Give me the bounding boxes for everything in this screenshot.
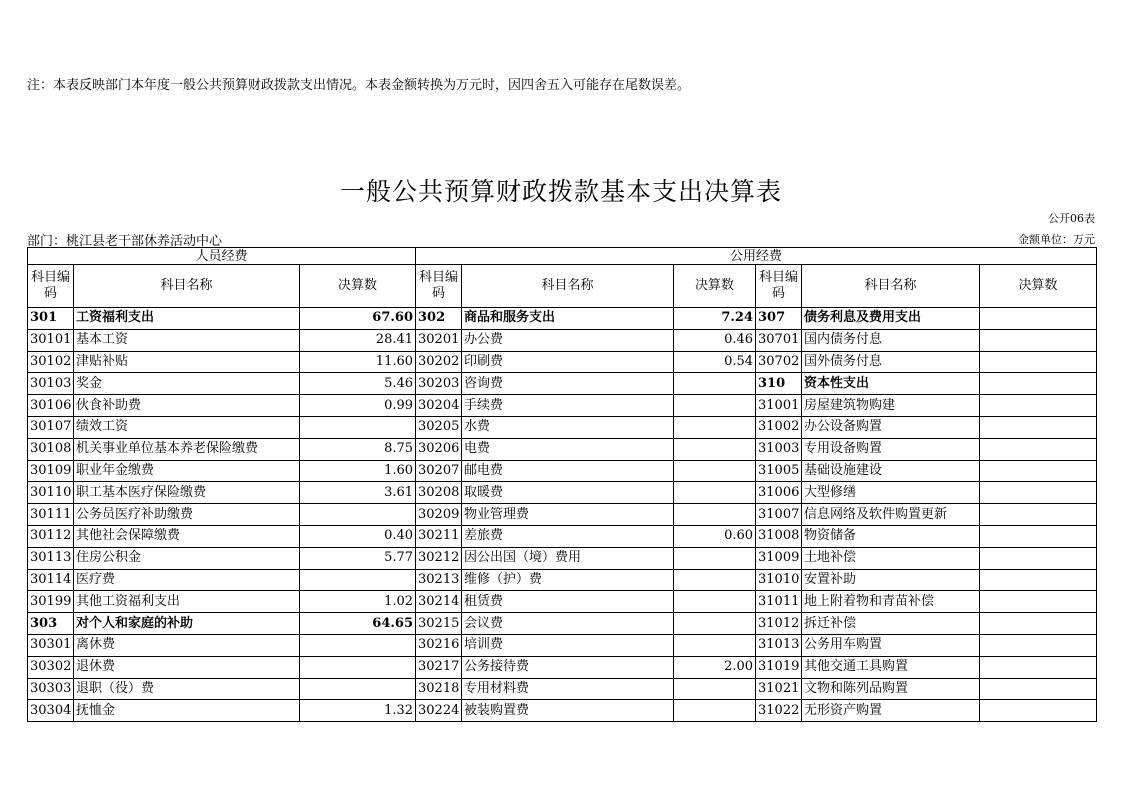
- amount-value: [674, 438, 756, 460]
- account-code: 31006: [756, 482, 802, 504]
- account-code: 30207: [416, 460, 462, 482]
- account-code: 30112: [28, 525, 74, 547]
- amount-value: [674, 460, 756, 482]
- table-row: [28, 634, 1097, 656]
- account-code: 30208: [416, 482, 462, 504]
- amount-value: 5.77: [300, 547, 416, 569]
- account-name: 水费: [462, 416, 674, 438]
- account-code: 30101: [28, 329, 74, 351]
- amount-value: [980, 525, 1097, 547]
- amount-value: 1.60: [300, 460, 416, 482]
- account-name: 其他社会保障缴费: [74, 525, 300, 547]
- account-name: 咨询费: [462, 373, 674, 395]
- account-name: 公务接待费: [462, 656, 674, 678]
- account-code: 30217: [416, 656, 462, 678]
- amount-value: [980, 700, 1097, 722]
- account-name: 手续费: [462, 395, 674, 417]
- amount-value: 0.46: [674, 329, 756, 351]
- account-name: 电费: [462, 438, 674, 460]
- department-label: 部门：桃江县老干部休养活动中心: [27, 234, 223, 249]
- account-code: 30212: [416, 547, 462, 569]
- table-row: [28, 373, 1097, 395]
- amount-value: 1.32: [300, 700, 416, 722]
- amount-value: [980, 416, 1097, 438]
- account-name: 专用设备购置: [802, 438, 980, 460]
- amount-value: 0.54: [674, 351, 756, 373]
- amount-value: 5.46: [300, 373, 416, 395]
- account-code: 310: [756, 373, 802, 395]
- account-code: 30301: [28, 634, 74, 656]
- amount-value: [674, 700, 756, 722]
- account-code: 30213: [416, 569, 462, 591]
- account-code: 30102: [28, 351, 74, 373]
- account-name: 大型修缮: [802, 482, 980, 504]
- table-row: [28, 504, 1097, 526]
- amount-value: 0.99: [300, 395, 416, 417]
- account-name: 其他工资福利支出: [74, 591, 300, 613]
- table-row: [28, 351, 1097, 373]
- account-code: 31003: [756, 438, 802, 460]
- table-note: 注：本表反映部门本年度一般公共预算财政拨款支出情况。本表金额转换为万元时，因四舍五入可能存在尾数误差。: [27, 78, 691, 93]
- account-code: 31005: [756, 460, 802, 482]
- amount-value: [980, 569, 1097, 591]
- amount-value: [674, 373, 756, 395]
- account-code: 30202: [416, 351, 462, 373]
- account-name: 安置补助: [802, 569, 980, 591]
- amount-value: [980, 308, 1097, 330]
- account-code: 303: [28, 613, 74, 635]
- unit-label: 金额单位：万元: [1018, 233, 1095, 246]
- header-amount: 决算数: [300, 265, 416, 308]
- account-code: 30203: [416, 373, 462, 395]
- account-code: 31010: [756, 569, 802, 591]
- account-code: 30201: [416, 329, 462, 351]
- account-name: 津贴补贴: [74, 351, 300, 373]
- account-code: 301: [28, 308, 74, 330]
- header-personnel: 人员经费: [28, 248, 416, 265]
- amount-value: [980, 329, 1097, 351]
- account-code: 30199: [28, 591, 74, 613]
- account-name: 文物和陈列品购置: [802, 678, 980, 700]
- account-name: 房屋建筑物购建: [802, 395, 980, 417]
- amount-value: [300, 569, 416, 591]
- account-code: 31009: [756, 547, 802, 569]
- header-code: 科目编码: [756, 265, 802, 308]
- account-name: 地上附着物和青苗补偿: [802, 591, 980, 613]
- amount-value: 28.41: [300, 329, 416, 351]
- amount-value: [674, 416, 756, 438]
- header-amount: 决算数: [980, 265, 1097, 308]
- account-code: 31008: [756, 525, 802, 547]
- account-code: 30215: [416, 613, 462, 635]
- account-code: 30114: [28, 569, 74, 591]
- account-name: 债务利息及费用支出: [802, 308, 980, 330]
- table-row: [28, 569, 1097, 591]
- account-code: 31007: [756, 504, 802, 526]
- table-row: [28, 678, 1097, 700]
- account-name: 差旅费: [462, 525, 674, 547]
- account-name: 其他交通工具购置: [802, 656, 980, 678]
- table-row: [28, 460, 1097, 482]
- account-name: 国外债务付息: [802, 351, 980, 373]
- amount-value: [980, 395, 1097, 417]
- amount-value: 0.40: [300, 525, 416, 547]
- account-code: 30224: [416, 700, 462, 722]
- amount-value: [300, 678, 416, 700]
- header-code: 科目编码: [416, 265, 462, 308]
- account-code: 30304: [28, 700, 74, 722]
- amount-value: [980, 634, 1097, 656]
- account-name: 退休费: [74, 656, 300, 678]
- account-code: 30303: [28, 678, 74, 700]
- amount-value: 67.60: [300, 308, 416, 330]
- amount-value: [300, 416, 416, 438]
- account-code: 31011: [756, 591, 802, 613]
- table-row: [28, 656, 1097, 678]
- table-row: [28, 438, 1097, 460]
- table-row: [28, 308, 1097, 330]
- header-name: 科目名称: [802, 265, 980, 308]
- account-name: 邮电费: [462, 460, 674, 482]
- account-name: 办公设备购置: [802, 416, 980, 438]
- account-code: 30701: [756, 329, 802, 351]
- account-name: 印刷费: [462, 351, 674, 373]
- account-name: 无形资产购置: [802, 700, 980, 722]
- amount-value: [674, 634, 756, 656]
- account-name: 对个人和家庭的补助: [74, 613, 300, 635]
- account-name: 公务员医疗补助缴费: [74, 504, 300, 526]
- header-public: 公用经费: [416, 248, 1097, 265]
- amount-value: [674, 613, 756, 635]
- account-name: 住房公积金: [74, 547, 300, 569]
- account-code: 30110: [28, 482, 74, 504]
- header-name: 科目名称: [462, 265, 674, 308]
- account-code: 31022: [756, 700, 802, 722]
- account-code: 30113: [28, 547, 74, 569]
- amount-value: [674, 591, 756, 613]
- account-name: 物业管理费: [462, 504, 674, 526]
- account-name: 机关事业单位基本养老保险缴费: [74, 438, 300, 460]
- amount-value: [674, 569, 756, 591]
- account-code: 31013: [756, 634, 802, 656]
- header-code: 科目编码: [28, 265, 74, 308]
- account-code: 30211: [416, 525, 462, 547]
- amount-value: 0.60: [674, 525, 756, 547]
- account-code: 30109: [28, 460, 74, 482]
- table-row: [28, 547, 1097, 569]
- account-code: 31019: [756, 656, 802, 678]
- account-code: 30108: [28, 438, 74, 460]
- account-name: 离休费: [74, 634, 300, 656]
- account-code: 30205: [416, 416, 462, 438]
- account-name: 因公出国（境）费用: [462, 547, 674, 569]
- amount-value: 7.24: [674, 308, 756, 330]
- account-name: 办公费: [462, 329, 674, 351]
- account-name: 被装购置费: [462, 700, 674, 722]
- account-name: 商品和服务支出: [462, 308, 674, 330]
- header-amount: 决算数: [674, 265, 756, 308]
- amount-value: [300, 634, 416, 656]
- amount-value: [980, 547, 1097, 569]
- account-name: 信息网络及软件购置更新: [802, 504, 980, 526]
- amount-value: 3.61: [300, 482, 416, 504]
- amount-value: [674, 482, 756, 504]
- amount-value: [980, 460, 1097, 482]
- header-name: 科目名称: [74, 265, 300, 308]
- account-code: 30204: [416, 395, 462, 417]
- amount-value: [674, 547, 756, 569]
- amount-value: [980, 373, 1097, 395]
- account-name: 职工基本医疗保险缴费: [74, 482, 300, 504]
- amount-value: [980, 504, 1097, 526]
- account-code: 31012: [756, 613, 802, 635]
- account-code: 302: [416, 308, 462, 330]
- table-row: [28, 416, 1097, 438]
- table-row: [28, 329, 1097, 351]
- account-name: 资本性支出: [802, 373, 980, 395]
- account-name: 培训费: [462, 634, 674, 656]
- table-row: [28, 525, 1097, 547]
- amount-value: 1.02: [300, 591, 416, 613]
- account-name: 伙食补助费: [74, 395, 300, 417]
- account-code: 30106: [28, 395, 74, 417]
- account-code: 30214: [416, 591, 462, 613]
- amount-value: [980, 482, 1097, 504]
- account-code: 31002: [756, 416, 802, 438]
- account-code: 30209: [416, 504, 462, 526]
- account-name: 基本工资: [74, 329, 300, 351]
- amount-value: 2.00: [674, 656, 756, 678]
- amount-value: [980, 438, 1097, 460]
- account-code: 30103: [28, 373, 74, 395]
- account-name: 退职（役）费: [74, 678, 300, 700]
- account-name: 工资福利支出: [74, 308, 300, 330]
- amount-value: [980, 351, 1097, 373]
- account-name: 基础设施建设: [802, 460, 980, 482]
- amount-value: [980, 591, 1097, 613]
- account-name: 维修（护）费: [462, 569, 674, 591]
- table-row: [28, 395, 1097, 417]
- account-name: 土地补偿: [802, 547, 980, 569]
- page-title: 一般公共预算财政拨款基本支出决算表: [339, 177, 782, 206]
- amount-value: 8.75: [300, 438, 416, 460]
- account-code: 30111: [28, 504, 74, 526]
- account-name: 租赁费: [462, 591, 674, 613]
- account-name: 国内债务付息: [802, 329, 980, 351]
- table-row: [28, 613, 1097, 635]
- amount-value: [300, 656, 416, 678]
- table-row: [28, 591, 1097, 613]
- table-row: [28, 700, 1097, 722]
- amount-value: [300, 504, 416, 526]
- account-code: 31021: [756, 678, 802, 700]
- account-name: 奖金: [74, 373, 300, 395]
- account-code: 307: [756, 308, 802, 330]
- amount-value: [980, 678, 1097, 700]
- account-name: 专用材料费: [462, 678, 674, 700]
- account-name: 会议费: [462, 613, 674, 635]
- account-code: 31001: [756, 395, 802, 417]
- account-code: 30702: [756, 351, 802, 373]
- account-name: 职业年金缴费: [74, 460, 300, 482]
- account-name: 取暖费: [462, 482, 674, 504]
- amount-value: 64.65: [300, 613, 416, 635]
- account-code: 30206: [416, 438, 462, 460]
- table-row: [28, 482, 1097, 504]
- account-name: 医疗费: [74, 569, 300, 591]
- expenditure-table: [27, 247, 1097, 722]
- amount-value: [674, 678, 756, 700]
- account-code: 30218: [416, 678, 462, 700]
- amount-value: [674, 504, 756, 526]
- amount-value: [980, 613, 1097, 635]
- form-code: 公开06表: [1048, 212, 1095, 225]
- account-name: 物资储备: [802, 525, 980, 547]
- account-name: 公务用车购置: [802, 634, 980, 656]
- account-name: 绩效工资: [74, 416, 300, 438]
- account-code: 30107: [28, 416, 74, 438]
- amount-value: [674, 395, 756, 417]
- account-code: 30302: [28, 656, 74, 678]
- account-name: 拆迁补偿: [802, 613, 980, 635]
- amount-value: 11.60: [300, 351, 416, 373]
- account-name: 抚恤金: [74, 700, 300, 722]
- amount-value: [980, 656, 1097, 678]
- account-code: 30216: [416, 634, 462, 656]
